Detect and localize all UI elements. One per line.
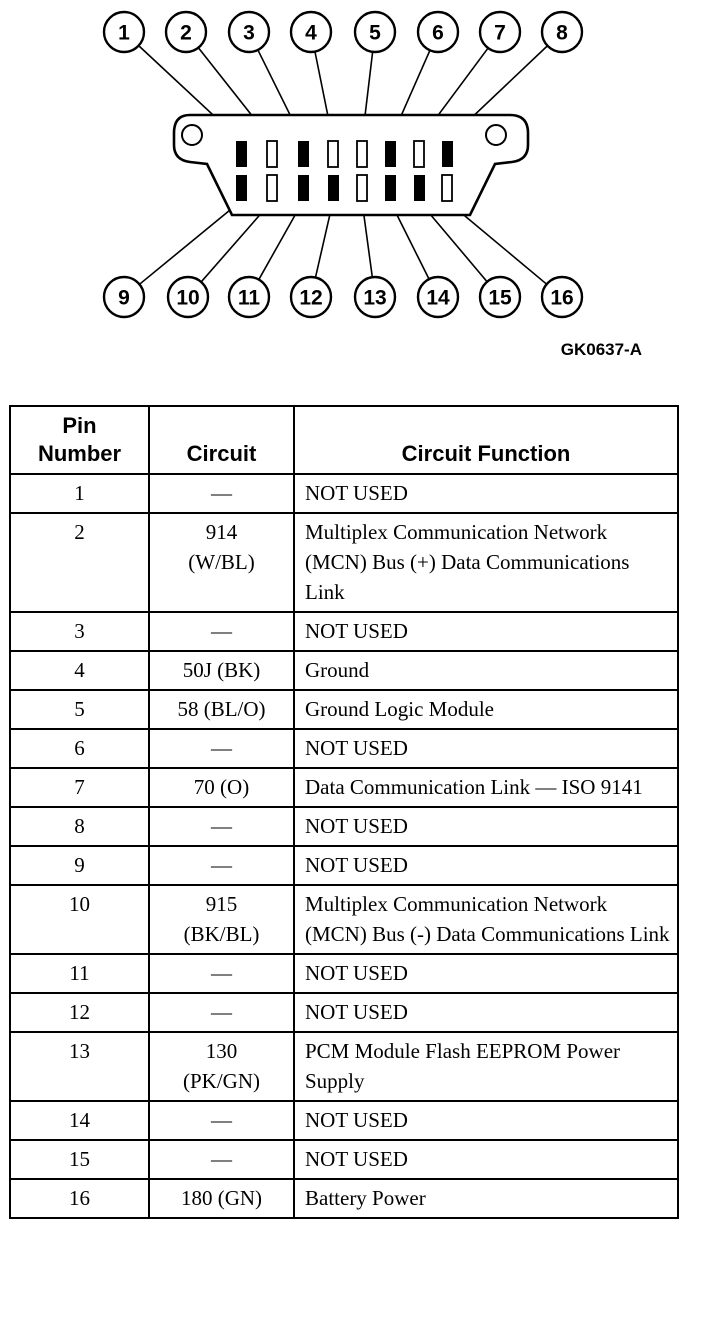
cell-pin-number: 10 (10, 885, 149, 954)
pin-8 (442, 141, 453, 167)
cell-circuit-function: NOT USED (294, 474, 678, 513)
pin-11 (298, 175, 309, 201)
connector-diagram (0, 0, 704, 380)
cell-circuit-function: Ground Logic Module (294, 690, 678, 729)
cell-circuit (149, 729, 294, 768)
table-row (10, 993, 678, 1032)
callout-3 (229, 12, 269, 52)
pin-14 (385, 175, 396, 201)
callout-number: 11 (237, 286, 261, 310)
callout-number: 16 (550, 286, 574, 310)
pinout-table (9, 405, 679, 1219)
circuit-line: — (211, 619, 232, 643)
callout-number: 15 (488, 286, 512, 310)
pin-13 (357, 175, 367, 201)
table-row (10, 513, 678, 612)
pin-2 (267, 141, 277, 167)
cell-circuit (149, 1101, 294, 1140)
cell-circuit-function: Multiplex Communication Network (MCN) Bus (-) Data Communications Link (294, 885, 678, 954)
circuit-line: — (211, 853, 232, 877)
pin-9 (236, 175, 247, 201)
cell-circuit-function: NOT USED (294, 846, 678, 885)
cell-circuit-function: NOT USED (294, 954, 678, 993)
pin-1 (236, 141, 247, 167)
callout-number: 6 (432, 21, 444, 45)
cell-pin-number: 7 (10, 768, 149, 807)
cell-circuit-function: NOT USED (294, 1101, 678, 1140)
cell-circuit (149, 1032, 294, 1101)
callout-number: 9 (118, 286, 130, 310)
circuit-line: 914 (205, 520, 238, 544)
cell-circuit-function: PCM Module Flash EEPROM Power Supply (294, 1032, 678, 1101)
circuit-line: — (211, 481, 232, 505)
table-row (10, 1101, 678, 1140)
circuit-line: 58 (BL/O) (177, 697, 266, 721)
table-row (10, 1032, 678, 1101)
callout-15 (480, 277, 520, 317)
table-row (10, 729, 678, 768)
circuit-line: 70 (O) (193, 775, 250, 799)
callout-7 (480, 12, 520, 52)
pin-6 (385, 141, 396, 167)
table-row (10, 885, 678, 954)
cell-circuit (149, 651, 294, 690)
callout-5 (355, 12, 395, 52)
table-body (10, 474, 678, 1218)
cell-pin-number: 4 (10, 651, 149, 690)
cell-pin-number: 3 (10, 612, 149, 651)
cell-circuit-function: Ground (294, 651, 678, 690)
cell-circuit-function: NOT USED (294, 993, 678, 1032)
header-circuit: Circuit (149, 406, 294, 474)
table-row (10, 612, 678, 651)
table-row (10, 1179, 678, 1218)
cell-circuit (149, 846, 294, 885)
connector-shell (174, 115, 528, 215)
circuit-line: 50J (BK) (182, 658, 261, 682)
cell-pin-number: 14 (10, 1101, 149, 1140)
callout-number: 13 (363, 286, 387, 310)
cell-circuit (149, 1140, 294, 1179)
cell-pin-number: 12 (10, 993, 149, 1032)
circuit-line: — (211, 961, 232, 985)
cell-circuit (149, 474, 294, 513)
callout-14 (418, 277, 458, 317)
cell-circuit (149, 954, 294, 993)
callout-12 (291, 277, 331, 317)
circuit-line: — (211, 1108, 232, 1132)
callout-4 (291, 12, 331, 52)
figure-id: GK0637-A (560, 340, 642, 359)
circuit-line: (BK/BL) (183, 922, 260, 946)
table-row (10, 768, 678, 807)
circuit-line: — (211, 1147, 232, 1171)
pin-15 (414, 175, 425, 201)
cell-circuit (149, 690, 294, 729)
callout-number: 10 (176, 286, 200, 310)
pin-16 (442, 175, 452, 201)
cell-circuit-function: NOT USED (294, 729, 678, 768)
table-row (10, 1140, 678, 1179)
header-pin-line2: Number (37, 440, 122, 466)
table-row (10, 846, 678, 885)
callout-number: 3 (243, 21, 255, 45)
callout-2 (166, 12, 206, 52)
cell-pin-number: 8 (10, 807, 149, 846)
callout-number: 8 (556, 21, 568, 45)
cell-circuit (149, 612, 294, 651)
cell-pin-number: 11 (10, 954, 149, 993)
leader-line-9 (139, 201, 241, 284)
callout-6 (418, 12, 458, 52)
cell-pin-number: 15 (10, 1140, 149, 1179)
cell-pin-number: 16 (10, 1179, 149, 1218)
pin-3 (298, 141, 309, 167)
cell-circuit-function: NOT USED (294, 1140, 678, 1179)
callout-16 (542, 277, 582, 317)
header-pin-number (10, 406, 149, 474)
table-row (10, 474, 678, 513)
table-header-row (10, 406, 678, 474)
circuit-line: — (211, 736, 232, 760)
circuit-line: — (211, 814, 232, 838)
cell-circuit-function: NOT USED (294, 612, 678, 651)
mounting-hole-left (182, 125, 202, 145)
mounting-hole-right (486, 125, 506, 145)
callout-number: 5 (369, 21, 381, 45)
callout-8 (542, 12, 582, 52)
callout-number: 14 (426, 286, 450, 310)
circuit-line: 130 (205, 1039, 238, 1063)
circuit-line: 915 (205, 892, 238, 916)
callout-1 (104, 12, 144, 52)
table-row (10, 954, 678, 993)
circuit-line: — (211, 1000, 232, 1024)
pin-5 (357, 141, 367, 167)
pin-4 (328, 141, 338, 167)
cell-circuit-function: Data Communication Link — ISO 9141 (294, 768, 678, 807)
cell-pin-number: 2 (10, 513, 149, 612)
cell-pin-number: 6 (10, 729, 149, 768)
callout-9 (104, 277, 144, 317)
cell-circuit (149, 513, 294, 612)
cell-pin-number: 9 (10, 846, 149, 885)
callout-number: 12 (299, 286, 323, 310)
cell-pin-number: 13 (10, 1032, 149, 1101)
callout-13 (355, 277, 395, 317)
cell-circuit (149, 768, 294, 807)
pin-10 (267, 175, 277, 201)
callout-number: 2 (180, 21, 192, 45)
pin-12 (328, 175, 339, 201)
circuit-line: 180 (GN) (180, 1186, 263, 1210)
cell-circuit-function: Multiplex Communication Network (MCN) Bus (+) Data Communications Link (294, 513, 678, 612)
table-row (10, 807, 678, 846)
cell-pin-number: 1 (10, 474, 149, 513)
callout-number: 7 (494, 21, 506, 45)
cell-circuit (149, 807, 294, 846)
callout-10 (168, 277, 208, 317)
cell-circuit (149, 1179, 294, 1218)
callout-number: 4 (305, 21, 317, 45)
cell-pin-number: 5 (10, 690, 149, 729)
cell-circuit (149, 993, 294, 1032)
header-circuit-function: Circuit Function (294, 406, 678, 474)
cell-circuit (149, 885, 294, 954)
table-row (10, 690, 678, 729)
header-pin-line1: Pin (62, 413, 97, 438)
callout-number: 1 (118, 21, 130, 45)
table-row (10, 651, 678, 690)
pin-7 (414, 141, 424, 167)
circuit-line: (PK/GN) (183, 1069, 260, 1093)
cell-circuit-function: NOT USED (294, 807, 678, 846)
circuit-line: (W/BL) (188, 550, 255, 574)
callout-11 (229, 277, 269, 317)
cell-circuit-function: Battery Power (294, 1179, 678, 1218)
